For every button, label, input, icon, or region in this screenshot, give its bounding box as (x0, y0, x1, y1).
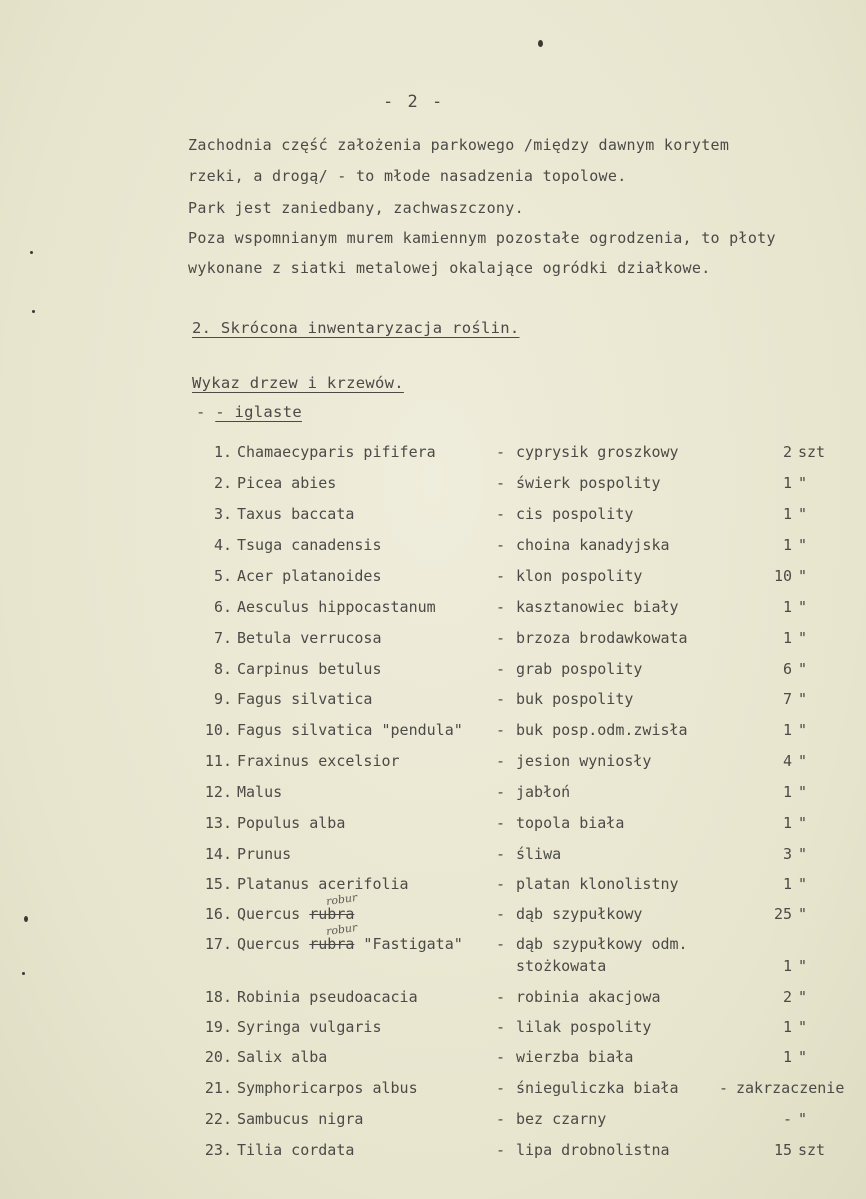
plant-unit: szt (798, 1141, 826, 1159)
plant-quantity: 2 (782, 443, 792, 461)
intro-line-3: Park jest zaniedbany, zachwaszczony. (188, 199, 524, 217)
plant-polish-name: robinia akacjowa (516, 988, 661, 1006)
plant-latin-name: Chamaecyparis pififera (237, 443, 436, 461)
plant-polish-name: topola biała (516, 814, 625, 832)
plant-unit: " (798, 1018, 808, 1036)
handwritten-note-1: robur (325, 890, 359, 909)
plant-latin-name: Picea abies (237, 474, 337, 492)
plant-polish-name: jabłoń (516, 783, 571, 801)
plant-latin-name: Salix alba (237, 1048, 328, 1066)
plant-unit: " (798, 598, 808, 616)
plant-number: 3. (213, 505, 232, 523)
category-label: - - iglaste (196, 403, 302, 421)
plant-latin-name: Populus alba (237, 814, 346, 832)
plant-polish-name: śnieguliczka biała (516, 1079, 679, 1097)
plant-unit: " (798, 845, 808, 863)
plant-quantity: 7 (782, 690, 792, 708)
plant-quantity: 1 (782, 721, 792, 739)
plant-unit: " (798, 1048, 808, 1066)
plant-number: 15. (204, 875, 232, 893)
plant-number: 23. (204, 1141, 232, 1159)
dash-separator: - (496, 443, 506, 461)
plant-quantity: 1 (782, 536, 792, 554)
dash-separator: - (496, 567, 506, 585)
plant-unit: " (798, 814, 808, 832)
intro-line-5: wykonane z siatki metalowej okalające ogródki działkowe. (188, 259, 711, 277)
plant-polish-name: cis pospolity (516, 505, 634, 523)
plant-number: 8. (213, 660, 232, 678)
plant-unit: " (798, 752, 808, 770)
plant-quantity: 1 (782, 875, 792, 893)
plant-unit: " (798, 567, 808, 585)
plant-unit: " (798, 474, 808, 492)
plant-polish-name: grab pospolity (516, 660, 643, 678)
plant-number: 10. (204, 721, 232, 739)
plant-quantity: 10 (773, 567, 792, 585)
plant-quantity: 1 (782, 1048, 792, 1066)
dash-separator: - (496, 1048, 506, 1066)
list-title: Wykaz drzew i krzewów. (192, 374, 404, 392)
intro-line-1: Zachodnia część założenia parkowego /między dawnym korytem (188, 136, 730, 154)
dash-separator: - (496, 1110, 506, 1128)
plant-polish-name: choina kanadyjska (516, 536, 670, 554)
page-number: - 2 - (383, 92, 445, 112)
plant-number: 22. (204, 1110, 232, 1128)
plant-quantity: 1 (782, 505, 792, 523)
plant-latin-name: Acer platanoides (237, 567, 382, 585)
handwritten-note-2: robur (325, 920, 359, 939)
plant-latin-name: Robinia pseudoacacia (237, 988, 418, 1006)
plant-unit: zakrzaczenie (736, 1079, 845, 1097)
plant-unit: szt (798, 443, 826, 461)
plant-polish-name-cont: stożkowata (516, 957, 607, 975)
plant-number: 19. (204, 1018, 232, 1036)
plant-latin-name: Syringa vulgaris (237, 1018, 382, 1036)
plant-unit: " (798, 536, 808, 554)
dash-separator: - (496, 1079, 506, 1097)
dash-separator: - (496, 1018, 506, 1036)
dash-separator: - (496, 875, 506, 893)
plant-latin-name: Carpinus betulus (237, 660, 382, 678)
plant-number: 6. (213, 598, 232, 616)
dash-separator: - (496, 935, 506, 953)
plant-latin-name: Fagus silvatica (237, 690, 373, 708)
dash-separator: - (496, 629, 506, 647)
dash-separator: - (496, 814, 506, 832)
plant-number: 18. (204, 988, 232, 1006)
dash-separator: - (496, 783, 506, 801)
plant-unit: " (798, 1110, 808, 1128)
ink-speck (24, 916, 28, 922)
dash-separator: - (496, 505, 506, 523)
plant-polish-name: bez czarny (516, 1110, 607, 1128)
plant-quantity: 1 (782, 783, 792, 801)
plant-polish-name: cyprysik groszkowy (516, 443, 679, 461)
plant-latin-name: Malus (237, 783, 283, 801)
plant-quantity: 2 (782, 988, 792, 1006)
plant-unit: " (798, 690, 808, 708)
plant-number: 14. (204, 845, 232, 863)
plant-latin-name: Quercus rubra (237, 905, 355, 923)
dash-separator: - (496, 474, 506, 492)
plant-latin-name: Fagus silvatica "pendula" (237, 721, 463, 739)
plant-number: 21. (204, 1079, 232, 1097)
plant-number: 2. (213, 474, 232, 492)
plant-number: 7. (213, 629, 232, 647)
plant-polish-name: platan klonolistny (516, 875, 679, 893)
ink-speck (32, 310, 35, 313)
plant-quantity: 1 (782, 1018, 792, 1036)
plant-number: 1. (213, 443, 232, 461)
plant-number: 20. (204, 1048, 232, 1066)
intro-line-2: rzeki, a drogą/ - to młode nasadzenia topolowe. (188, 167, 627, 185)
dash-separator: - (496, 1141, 506, 1159)
plant-unit: " (798, 875, 808, 893)
plant-latin-name: Tilia cordata (237, 1141, 355, 1159)
plant-number: 5. (213, 567, 232, 585)
plant-polish-name: śliwa (516, 845, 562, 863)
dash-separator: - (496, 660, 506, 678)
plant-latin-name: Aesculus hippocastanum (237, 598, 436, 616)
plant-unit: " (798, 721, 808, 739)
plant-polish-name: jesion wyniosły (516, 752, 652, 770)
plant-polish-name: buk posp.odm.zwisła (516, 721, 688, 739)
plant-latin-name: Prunus (237, 845, 292, 863)
plant-latin-name: Tsuga canadensis (237, 536, 382, 554)
plant-quantity: 25 (773, 905, 792, 923)
plant-unit: " (798, 505, 808, 523)
plant-latin-name: Taxus baccata (237, 505, 355, 523)
plant-latin-name: Sambucus nigra (237, 1110, 364, 1128)
plant-quantity: 6 (782, 660, 792, 678)
plant-quantity: 15 (773, 1141, 792, 1159)
plant-latin-name: Platanus acerifolia (237, 875, 409, 893)
plant-number: 9. (213, 690, 232, 708)
plant-unit: " (798, 988, 808, 1006)
plant-number: 13. (204, 814, 232, 832)
plant-quantity: 1 (782, 598, 792, 616)
plant-quantity: 1 (782, 814, 792, 832)
plant-quantity: - (782, 1110, 792, 1128)
plant-latin-name: Betula verrucosa (237, 629, 382, 647)
plant-number: 4. (213, 536, 232, 554)
plant-polish-name: lipa drobnolistna (516, 1141, 670, 1159)
plant-quantity: 3 (782, 845, 792, 863)
plant-quantity: - (718, 1079, 728, 1097)
dash-separator: - (496, 690, 506, 708)
dash-separator: - (496, 536, 506, 554)
plant-number: 12. (204, 783, 232, 801)
category-text: - iglaste (215, 403, 302, 421)
plant-polish-name: wierzba biała (516, 1048, 634, 1066)
plant-number: 17. (204, 935, 232, 953)
plant-number: 11. (204, 752, 232, 770)
ink-speck (30, 251, 33, 254)
plant-unit: " (798, 629, 808, 647)
plant-polish-name: dąb szypułkowy odm. (516, 935, 688, 953)
plant-latin-name: Symphoricarpos albus (237, 1079, 418, 1097)
dash-separator: - (496, 845, 506, 863)
intro-line-4: Poza wspomnianym murem kamiennym pozostałe ogrodzenia, to płoty (188, 229, 776, 247)
section-title: 2. Skrócona inwentaryzacja roślin. (192, 319, 520, 337)
dash-separator: - (496, 598, 506, 616)
plant-polish-name: świerk pospolity (516, 474, 661, 492)
plant-latin-name: Fraxinus excelsior (237, 752, 400, 770)
plant-unit: " (798, 905, 808, 923)
plant-number: 16. (204, 905, 232, 923)
plant-quantity: 1 (782, 629, 792, 647)
plant-quantity: 1 (782, 474, 792, 492)
plant-quantity: 4 (782, 752, 792, 770)
plant-polish-name: kasztanowiec biały (516, 598, 679, 616)
plant-unit: " (798, 660, 808, 678)
plant-quantity: 1 (782, 957, 792, 975)
dash-separator: - (496, 752, 506, 770)
dash-separator: - (496, 721, 506, 739)
dash-separator: - (496, 988, 506, 1006)
plant-polish-name: buk pospolity (516, 690, 634, 708)
plant-unit: " (798, 783, 808, 801)
plant-polish-name: klon pospolity (516, 567, 643, 585)
dash-separator: - (496, 905, 506, 923)
ink-speck (538, 40, 543, 47)
ink-speck (22, 972, 25, 975)
plant-latin-name: Quercus rubra "Fastigata" (237, 935, 463, 953)
plant-polish-name: lilak pospolity (516, 1018, 652, 1036)
plant-unit: " (798, 957, 808, 975)
plant-polish-name: brzoza brodawkowata (516, 629, 688, 647)
plant-polish-name: dąb szypułkowy (516, 905, 643, 923)
